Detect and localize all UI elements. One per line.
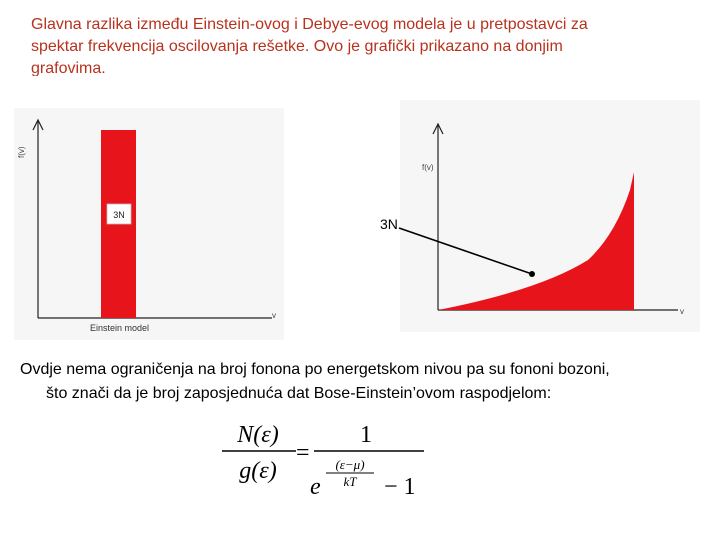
- einstein-y-label: f(v): [17, 146, 26, 158]
- formula-exponent-numerator: (ε−μ): [335, 457, 365, 472]
- callout-arrow-line: [399, 228, 532, 274]
- intro-text: [31, 14, 691, 76]
- formula-numerator: N(ε): [237, 422, 279, 448]
- callout-arrow-head: [529, 271, 535, 277]
- einstein-caption: Einstein model: [90, 323, 150, 333]
- intro-line-1: Glavna razlika između Einstein-ovog i Debye-evog modela je u pretpostavci za: [31, 16, 588, 33]
- formula-equals: =: [296, 440, 310, 466]
- einstein-model-graph: [14, 108, 284, 340]
- bose-einstein-formula: [218, 414, 438, 504]
- einstein-x-label: v: [272, 311, 276, 320]
- debye-y-label: f(v): [422, 163, 434, 172]
- formula-minus-one: − 1: [384, 474, 416, 500]
- formula-denominator: g(ε): [239, 458, 277, 484]
- callout-arrow: [395, 218, 545, 282]
- body-text: [20, 358, 710, 406]
- einstein-bar-label: 3N: [113, 210, 125, 220]
- formula-one: 1: [360, 422, 372, 448]
- body-line-1: Ovdje nema ograničenja na broj fonona po energetskom nivou pa su fononi bozoni,: [20, 361, 610, 378]
- intro-line-3: grafovima.: [31, 60, 106, 76]
- einstein-graph-background: [14, 108, 284, 340]
- debye-model-graph: [400, 100, 700, 332]
- formula-exponent-denominator: kT: [343, 474, 357, 489]
- intro-line-2: spektar frekvencija oscilovanja rešetke. Ovo je grafički prikazano na donjim: [31, 38, 563, 55]
- callout-label: 3N: [380, 216, 398, 232]
- debye-x-label: v: [680, 307, 684, 316]
- body-line-2: što znači da je broj zaposjednuća dat Bose-Einstein’ovom raspodjelom:: [46, 385, 552, 402]
- formula-e: e: [310, 474, 321, 500]
